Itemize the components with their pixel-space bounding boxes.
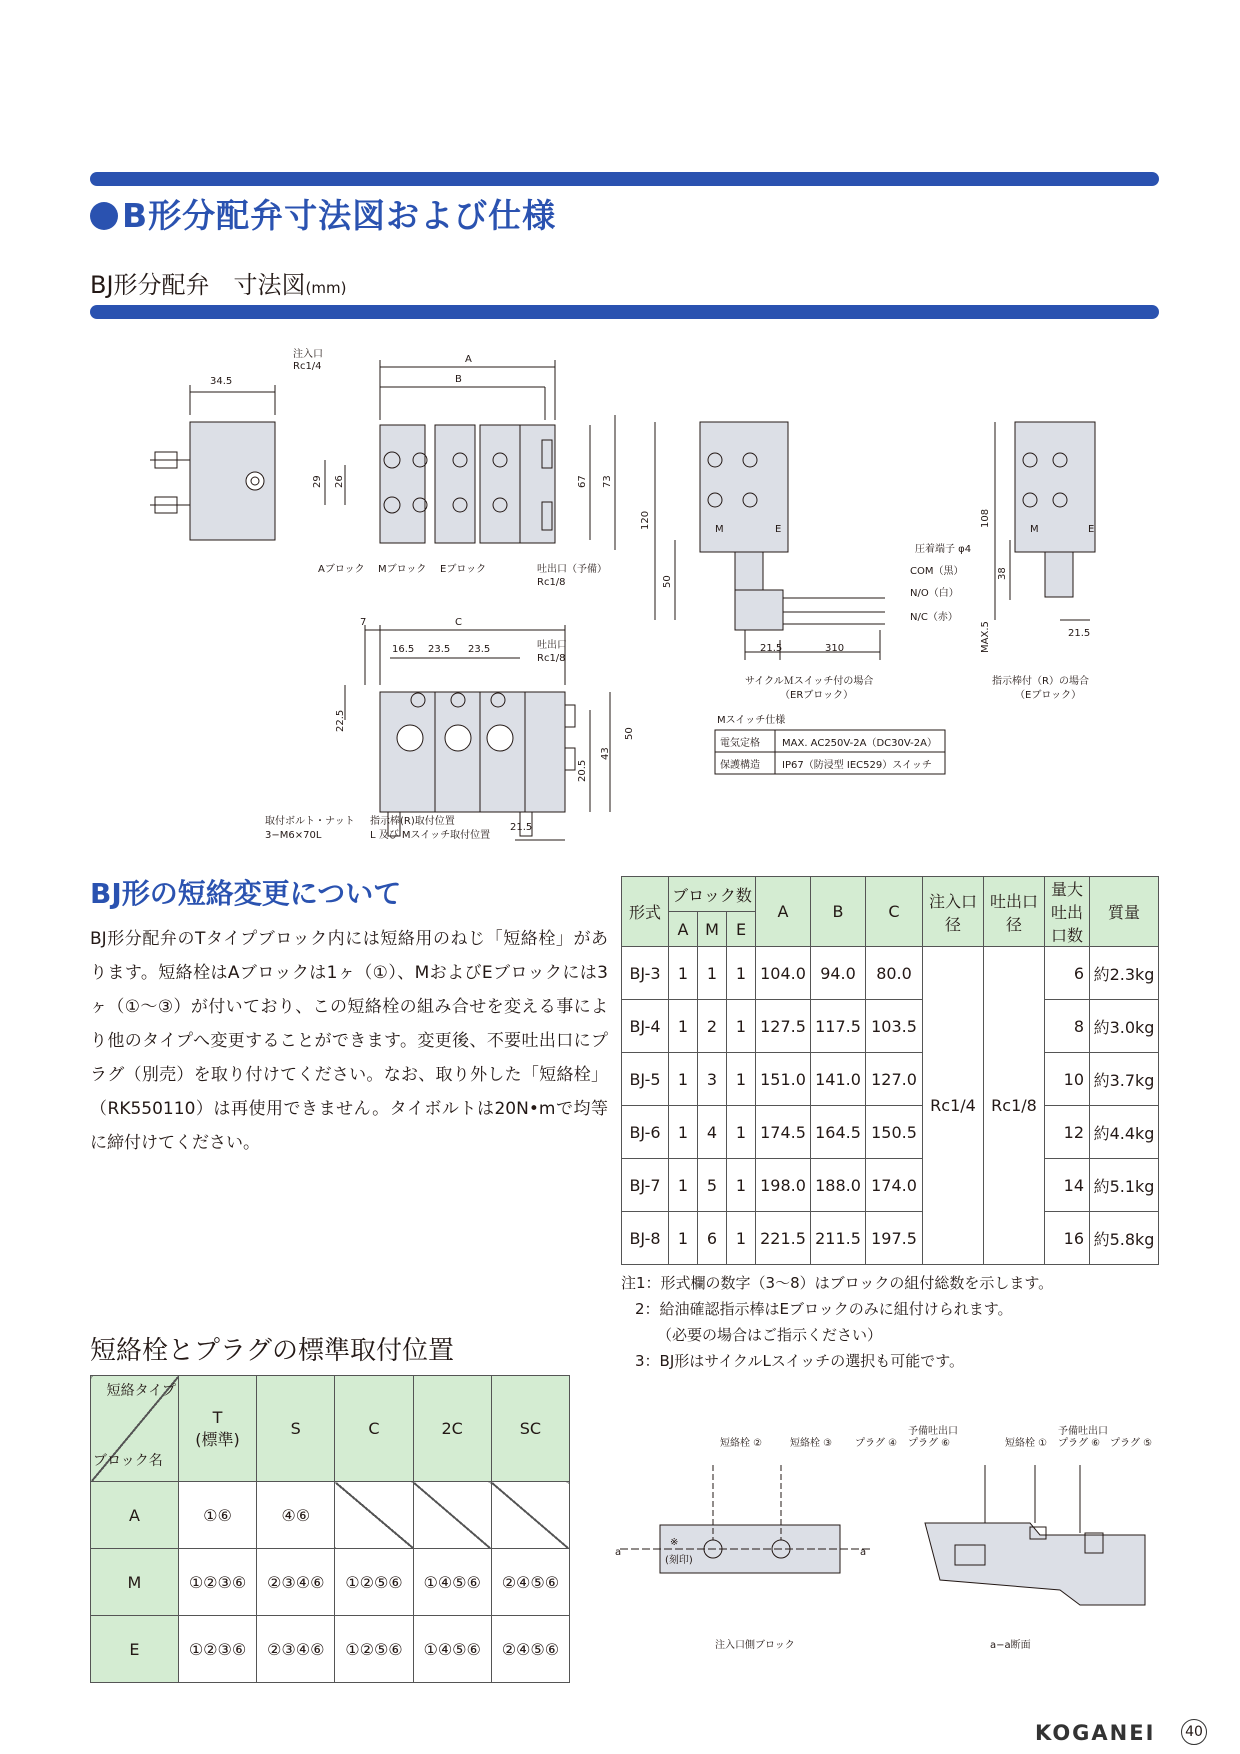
dim-16-5: 16.5 [392,644,415,655]
bottom-a-block [380,692,435,812]
label-rc18-b: Rc1/8 [537,653,566,664]
label-e: E [775,524,782,535]
label-p4: プラグ ④ [855,1438,898,1449]
switch-spec-r1c1: 電気定格 [720,738,760,749]
type-S: S [257,1376,335,1482]
label-crimp: 圧着端子 φ4 [915,544,972,555]
dim-A: A [465,354,472,365]
label-s2: 短絡栓 ② [720,1438,763,1449]
note-2b: （必要の場合はご指示ください） [657,1326,883,1344]
caption-er-2: （ERブロック） [780,690,854,701]
th-qty: 量大吐出口数 [1045,877,1090,947]
th-inlet: 注入口径 [923,877,984,947]
label-inlet: 注入口 [293,349,323,360]
spec-table [621,876,1159,1265]
th-e: E [727,912,756,947]
th-outlet: 吐出口径 [984,877,1045,947]
caption-r-1: 指示棒付（R）の場合 [992,676,1089,687]
label-p5: プラグ ⑤ [1110,1438,1153,1449]
subtitle: BJ形分配弁 寸法図(mm) [90,271,347,299]
page-title: B形分配弁寸法図および仕様 [90,190,556,237]
label-spare1: 予備吐出口 [908,1426,958,1437]
th-A: A [756,877,811,947]
th-blocks: ブロック数 [669,877,756,912]
cell-model: BJ-3 [622,947,669,1000]
dim-7: 7 [360,617,367,628]
type-C: C [335,1376,413,1482]
a-block [380,425,425,543]
label-pos-1: 指示棒(R)取付位置 [370,816,455,827]
label-s3: 短絡栓 ③ [790,1438,833,1449]
label-rc14: Rc1/4 [293,361,322,372]
top-rule [90,172,1159,186]
th-C: C [866,877,923,947]
section-diagram [610,1415,1170,1655]
dimension-drawing [0,340,1240,850]
brand-logo: KOGANEI [1035,1721,1156,1745]
label-p6b: プラグ ⑥ [1058,1438,1101,1449]
table-row: A ①⑥ ④⑥ [91,1482,570,1549]
section3-title: 短絡栓とプラグの標準取付位置 [90,1336,455,1366]
th-mass: 質量 [1090,877,1159,947]
label-m: M [715,524,724,535]
dim-50: 50 [662,575,673,588]
dim-21-5-b: 21.5 [510,822,533,833]
switch-spec-r2c1: 保護構造 [720,760,760,771]
dim-26: 26 [334,475,345,488]
label-m2: M [1030,524,1039,535]
label-rc18: Rc1/8 [537,577,566,588]
dim-21-5: 21.5 [760,643,783,654]
table-row: E ①②③⑥ ②③④⑥ ①②⑤⑥ ①④⑤⑥ ②④⑤⑥ [91,1616,570,1683]
cell-inlet: Rc1/4 [923,947,984,1265]
cell-outlet: Rc1/8 [984,947,1045,1265]
label-no: N/O（白） [910,588,959,599]
type-SC: SC [491,1376,569,1482]
note-1: 注1：形式欄の数字（3〜8）はブロックの組付総数を示します。 [621,1274,1054,1292]
dim-C: C [455,617,462,628]
type-T: T (標準) [178,1376,256,1482]
table-row: BJ-6 1 4 1 174.5 164.5 150.5 12 約4.4kg [622,1106,1159,1159]
label-nc: N/C（赤） [910,612,958,623]
note-2: 2：給油確認指示棒はEブロックのみに組付けられます。 [635,1300,1013,1318]
caption-er-1: サイクルＭスイッチ付の場合 [745,676,874,687]
dim-B: B [455,374,462,385]
dim-38: 38 [997,567,1008,580]
subtitle-rule [90,305,1159,319]
section2-title: BJ形の短絡変更について [90,877,402,910]
table-row: BJ-5 1 3 1 151.0 141.0 127.0 10 約3.7kg [622,1053,1159,1106]
th-B: B [811,877,866,947]
th-m: M [698,912,727,947]
dim-23-5-b: 23.5 [468,644,491,655]
dim-43: 43 [600,747,611,760]
dim-310: 310 [825,643,845,654]
dim-29: 29 [312,475,323,488]
label-outlet-spare: 吐出口（予備） [537,564,607,575]
plug-table [90,1375,570,1683]
label-pos-2: L 及び Mスイッチ取付位置 [370,830,491,841]
dim-108: 108 [980,508,991,528]
dim-22-5: 22.5 [335,709,346,732]
dim-120: 120 [640,510,651,530]
note-3: 3：BJ形はサイクルLスイッチの選択も可能です。 [635,1352,965,1370]
label-stamp: (刻印) [665,1555,693,1566]
type-2C: 2C [413,1376,491,1482]
label-bolt-1: 取付ボルト・ナット [265,816,355,827]
e-block-1 [480,425,520,543]
dim-50-b: 50 [624,727,635,740]
dim-max5: MAX.5 [980,621,991,653]
th-a: A [669,912,698,947]
dim-34-5: 34.5 [210,376,233,387]
label-ablock: Aブロック [318,564,365,575]
corner-header: 短絡タイプ ブロック名 [91,1376,179,1482]
table-row: BJ-3 1 1 1 104.0 94.0 80.0 Rc1/4 Rc1/8 6 約2.3kg [622,947,1159,1000]
switch-spec-r2c2: IP67（防浸型 IEC529）スイッチ [782,760,932,771]
dim-67: 67 [577,475,588,488]
section2-body: BJ形分配弁のTタイプブロック内には短絡用のねじ「短絡栓」があります。短絡栓はAブロックは1ヶ（①）、MおよびEブロックには3ヶ（①〜③）が付いており、この短絡栓の組み合せを変える事により他のタイプへ変更することができます。変更後、不要吐出口にプラグ（別売）を取り付けてください。なお、取り外した「短絡栓」（RK550110）は再使用できません。タイボルトは20N•mで均等に締付けてください。 [90,929,608,1153]
switch-spec-title: Mスイッチ仕様 [717,715,786,726]
label-s1: 短絡栓 ① [1005,1438,1048,1449]
label-outlet: 吐出口 [537,640,567,651]
dim-23-5-a: 23.5 [428,644,451,655]
switch-spec-r1c2: MAX. AC250V-2A（DC30V-2A） [782,738,937,749]
label-bolt-2: 3−M6×70L [265,830,322,841]
table-row: BJ-4 1 2 1 127.5 117.5 103.5 8 約3.0kg [622,1000,1159,1053]
r-block [1015,422,1095,552]
m-block [435,425,475,543]
dim-21-5-c: 21.5 [1068,628,1091,639]
dim-20-5: 20.5 [577,759,588,782]
th-model: 形式 [622,877,669,947]
caption-left: 注入口側ブロック [715,1640,795,1651]
label-mblock: Mブロック [378,564,427,575]
label-eblock: Eブロック [440,564,487,575]
label-a2: a [860,1547,867,1558]
table-row: M ①②③⑥ ②③④⑥ ①②⑤⑥ ①④⑤⑥ ②④⑤⑥ [91,1549,570,1616]
page-number: 40 [1181,1719,1207,1745]
table-row: BJ-8 1 6 1 221.5 211.5 197.5 16 約5.8kg [622,1212,1159,1265]
label-p6: プラグ ⑥ [908,1438,951,1449]
dim-73: 73 [602,475,613,488]
label-e2: E [1088,524,1095,535]
table-row: BJ-7 1 5 1 198.0 188.0 174.0 14 約5.1kg [622,1159,1159,1212]
label-com: COM（黒） [910,566,964,577]
label-spare2: 予備吐出口 [1058,1426,1108,1437]
label-mark: ※ [670,1537,679,1548]
label-a1: a [615,1547,622,1558]
table-notes [621,1270,1053,1374]
caption-right: a−a断面 [990,1640,1031,1651]
caption-r-2: （Eブロック） [1015,690,1082,701]
